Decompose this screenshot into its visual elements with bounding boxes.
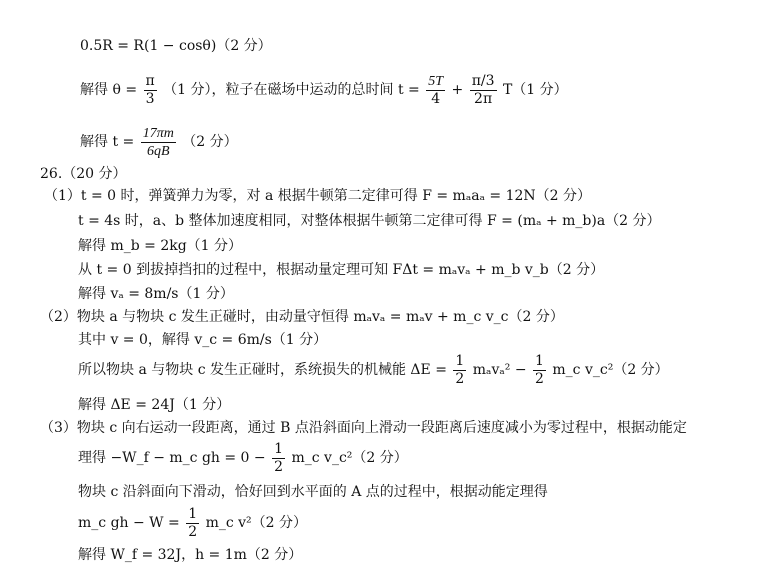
part3-line-5: 解得 W_f = 32J，h = 1m（2 分） bbox=[78, 547, 303, 563]
part2-line-2: 其中 v = 0，解得 v_c = 6m/s（1 分） bbox=[78, 332, 328, 348]
theta-label: 解得 θ = bbox=[80, 82, 138, 98]
part3-line-4: m_c gh − W = $\frac{1}{2}$ m_c v²（2 分） bbox=[78, 505, 308, 540]
fraction-one-half: $\frac{1}{2}$ bbox=[535, 352, 544, 387]
fraction-one-half: $\frac{1}{2}$ bbox=[455, 352, 465, 387]
part1-line-5: 解得 vₐ = 8m/s（1 分） bbox=[78, 286, 234, 302]
question-26-heading: 26.（20 分） bbox=[40, 166, 127, 182]
part1-line-2: t = 4s 时，a、b 整体加速度相同，对整体根据牛顿第二定律可得 F = (mₐ + m_b)a（2 分） bbox=[78, 213, 661, 229]
part3-line-3: 物块 c 沿斜面向下滑动，恰好回到水平面的 A 点的过程中，根据动能定理得 bbox=[78, 484, 548, 500]
part1-line-1: （1）t = 0 时，弹簧弹力为零，对 a 根据牛顿第二定律可得 F = mₐaₐ = 12N（2 分） bbox=[44, 188, 592, 204]
fraction-17pim-over-6qb: $\frac{17\pi m}{6qB}$ bbox=[142, 125, 174, 159]
equation-line-3: 解得 t = $\frac{17\pi m}{6qB}$ （2 分） bbox=[80, 125, 238, 159]
part2-line-1: （2）物块 a 与物块 c 发生正碰时，由动量守恒得 mₐvₐ = mₐv + m_c v_c（2 分） bbox=[40, 309, 564, 325]
equation-text: 0.5R = R(1 − cosθ)（2 分） bbox=[80, 38, 272, 54]
fraction-5t-over-4: $\frac{5T}{4}$ bbox=[428, 73, 444, 107]
equation-line-1 bbox=[80, 36, 272, 56]
fraction-one-half: $\frac{1}{2}$ bbox=[274, 440, 284, 475]
part2-line-4: 解得 ΔE = 24J（1 分） bbox=[78, 397, 231, 413]
part3-line-1: （3）物块 c 向右运动一段距离，通过 B 点沿斜面向上滑动一段距离后速度减小为零过程中，根据动能定 bbox=[40, 420, 687, 436]
part2-line-3: 所以物块 a 与物块 c 发生正碰时，系统损失的机械能 ΔE = $\frac{1}{2}$ mₐvₐ² − $\frac{1}{2}$ m_c v_c²（2 分） bbox=[78, 352, 669, 387]
fraction-pi3-over-2pi: $\frac{\pi/3}{2\pi}$ bbox=[471, 72, 495, 107]
total-time-text: （1 分），粒子在磁场中运动的总时间 t = bbox=[163, 82, 420, 98]
part1-line-4: 从 t = 0 到拔掉挡扣的过程中，根据动量定理可知 FΔt = mₐvₐ + m_b v_b（2 分） bbox=[78, 262, 605, 278]
part1-line-3: 解得 m_b = 2kg（1 分） bbox=[78, 238, 243, 254]
fraction-one-half: $\frac{1}{2}$ bbox=[188, 505, 198, 540]
equation-line-2: 解得 θ = $\frac{\pi}{3}$ （1 分），粒子在磁场中运动的总时间 t = $\frac{5T}{4}$ + $\frac{\pi/3}{2\pi}$ T（1 分） bbox=[80, 72, 568, 107]
score-text: T（1 分） bbox=[502, 82, 568, 98]
part3-line-2: 理得 −W_f − m_c gh = 0 − $\frac{1}{2}$ m_c v_c²（2 分） bbox=[78, 440, 408, 475]
fraction-pi-over-3: $\frac{\pi}{3}$ bbox=[145, 72, 155, 107]
